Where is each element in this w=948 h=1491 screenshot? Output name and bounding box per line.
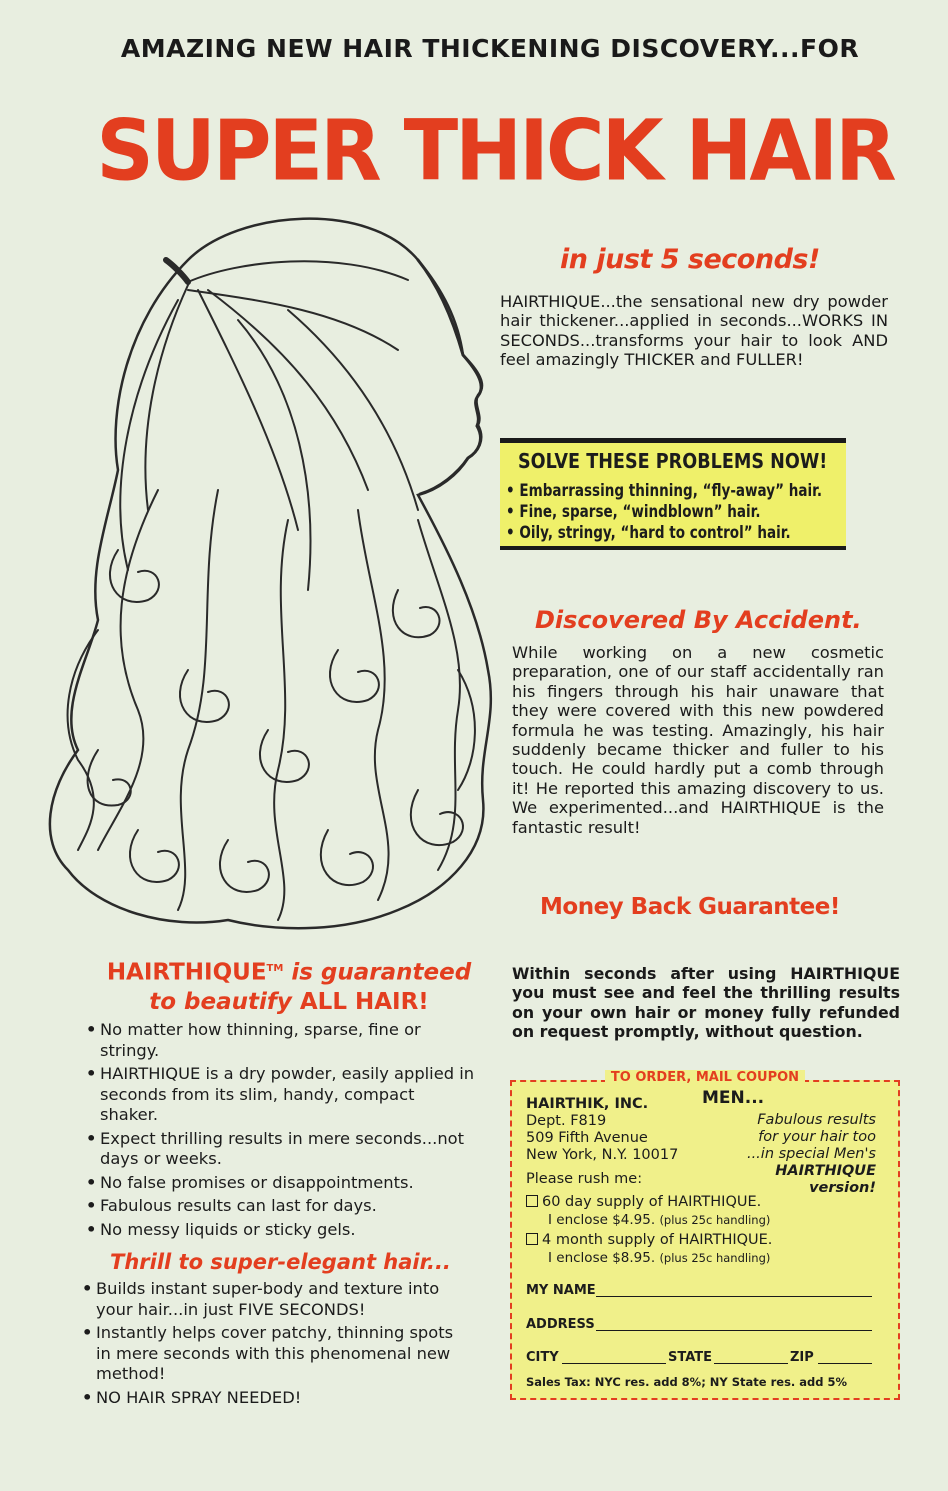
benefits-list — [86, 1020, 476, 1243]
rush-label: Please rush me: — [526, 1171, 643, 1187]
zip-label: ZIP — [790, 1350, 814, 1365]
problem-item: • Fine, sparse, “windblown” hair. — [506, 502, 761, 521]
men-text-1: Fabulous results — [757, 1112, 876, 1128]
woman-hair-illustration — [38, 190, 518, 950]
option-4-month-price: I enclose $8.95. (plus 25c handling) — [548, 1250, 771, 1266]
headline: SUPER THICK HAIR — [96, 101, 894, 200]
benefit-item: • HAIRTHIQUE is a dry powder, easily applied in seconds from its slim, handy, compact shaker. — [86, 1064, 476, 1126]
sales-tax-note: Sales Tax: NYC res. add 8%; NY State res. add 5% — [526, 1375, 848, 1389]
intro-text: HAIRTHIQUE...the sensational new dry powder hair thickener...applied in seconds...WORKS IN SECONDS...transforms your hair to look AND feel amazingly THICKER and FULLER! — [500, 292, 888, 370]
name-label: MY NAME — [526, 1283, 596, 1298]
benefit-item: • Fabulous results can last for days. — [86, 1196, 476, 1217]
problem-item: • Oily, stringy, “hard to control” hair. — [506, 523, 791, 542]
option-4-month-checkbox[interactable] — [526, 1233, 538, 1245]
option-60-day[interactable]: 60 day supply of HAIRTHIQUE. — [526, 1194, 761, 1211]
zip-field[interactable] — [818, 1363, 872, 1364]
coupon-header: TO ORDER, MAIL COUPON — [512, 1070, 898, 1085]
guarantee-title: Money Back Guarantee! — [540, 894, 840, 920]
benefit-item: • Expect thrilling results in mere seconds...not days or weeks. — [86, 1129, 476, 1170]
option-4-month[interactable]: 4 month supply of HAIRTHIQUE. — [526, 1232, 772, 1249]
name-field[interactable] — [596, 1296, 872, 1297]
city-label: CITY — [526, 1350, 559, 1365]
city-line: New York, N.Y. 10017 — [526, 1147, 679, 1163]
problems-box — [500, 438, 846, 550]
problems-title: SOLVE THESE PROBLEMS NOW! — [518, 449, 828, 473]
subhead: in just 5 seconds! — [560, 244, 820, 275]
top-line: AMAZING NEW HAIR THICKENING DISCOVERY...FOR — [120, 34, 860, 63]
men-text-4: HAIRTHIQUE — [775, 1163, 876, 1179]
men-text-5: version! — [809, 1180, 876, 1196]
option-60-day-price: I enclose $4.95. (plus 25c handling) — [548, 1212, 771, 1228]
thrill-item: • NO HAIR SPRAY NEEDED! — [82, 1388, 468, 1409]
accident-text: While working on a new cosmetic preparation, one of our staff accidentally ran his fingers through his hair unaware that they were covered with this new powdered formula he was testing. Amazingly, his hair suddenly became thicker and fuller to his touch. He could hardly put a comb through it! He reported this amazing discovery to us. We experimented...and HAIRTHIQUE is the fantastic result! — [512, 643, 884, 837]
company-name: HAIRTHIK, INC. — [526, 1096, 649, 1112]
option-60-day-checkbox[interactable] — [526, 1195, 538, 1207]
state-label: STATE — [668, 1350, 713, 1365]
city-field[interactable] — [562, 1363, 666, 1364]
benefit-item: • No matter how thinning, sparse, fine or stringy. — [86, 1020, 476, 1061]
address-label: ADDRESS — [526, 1317, 595, 1332]
men-title: MEN... — [702, 1088, 765, 1108]
thrill-item: • Builds instant super-body and texture into your hair...in just FIVE SECONDS! — [82, 1279, 468, 1320]
men-text-2: for your hair too — [758, 1129, 876, 1145]
thrill-title: Thrill to super-elegant hair... — [110, 1250, 451, 1274]
guarantee-text: Within seconds after using HAIRTHIQUE you must see and feel the thrilling results on your own hair or money fully refunded on request promptly, without question. — [512, 964, 900, 1042]
thrill-list — [82, 1279, 468, 1411]
guaranteed-heading: HAIRTHIQUE™ is guaranteed to beautify ALL HAIR! — [106, 959, 472, 1015]
benefit-item: • No messy liquids or sticky gels. — [86, 1220, 476, 1241]
thrill-item: • Instantly helps cover patchy, thinning spots in mere seconds with this phenomenal new method! — [82, 1323, 468, 1385]
state-field[interactable] — [714, 1363, 788, 1364]
order-coupon[interactable] — [510, 1070, 900, 1400]
street: 509 Fifth Avenue — [526, 1130, 648, 1146]
address-field[interactable] — [596, 1330, 872, 1331]
dept: Dept. F819 — [526, 1113, 607, 1129]
accident-title: Discovered By Accident. — [535, 606, 862, 634]
men-text-3: ...in special Men's — [746, 1146, 876, 1162]
benefit-item: • No false promises or disappointments. — [86, 1173, 476, 1194]
problem-item: • Embarrassing thinning, “fly-away” hair. — [506, 481, 822, 500]
